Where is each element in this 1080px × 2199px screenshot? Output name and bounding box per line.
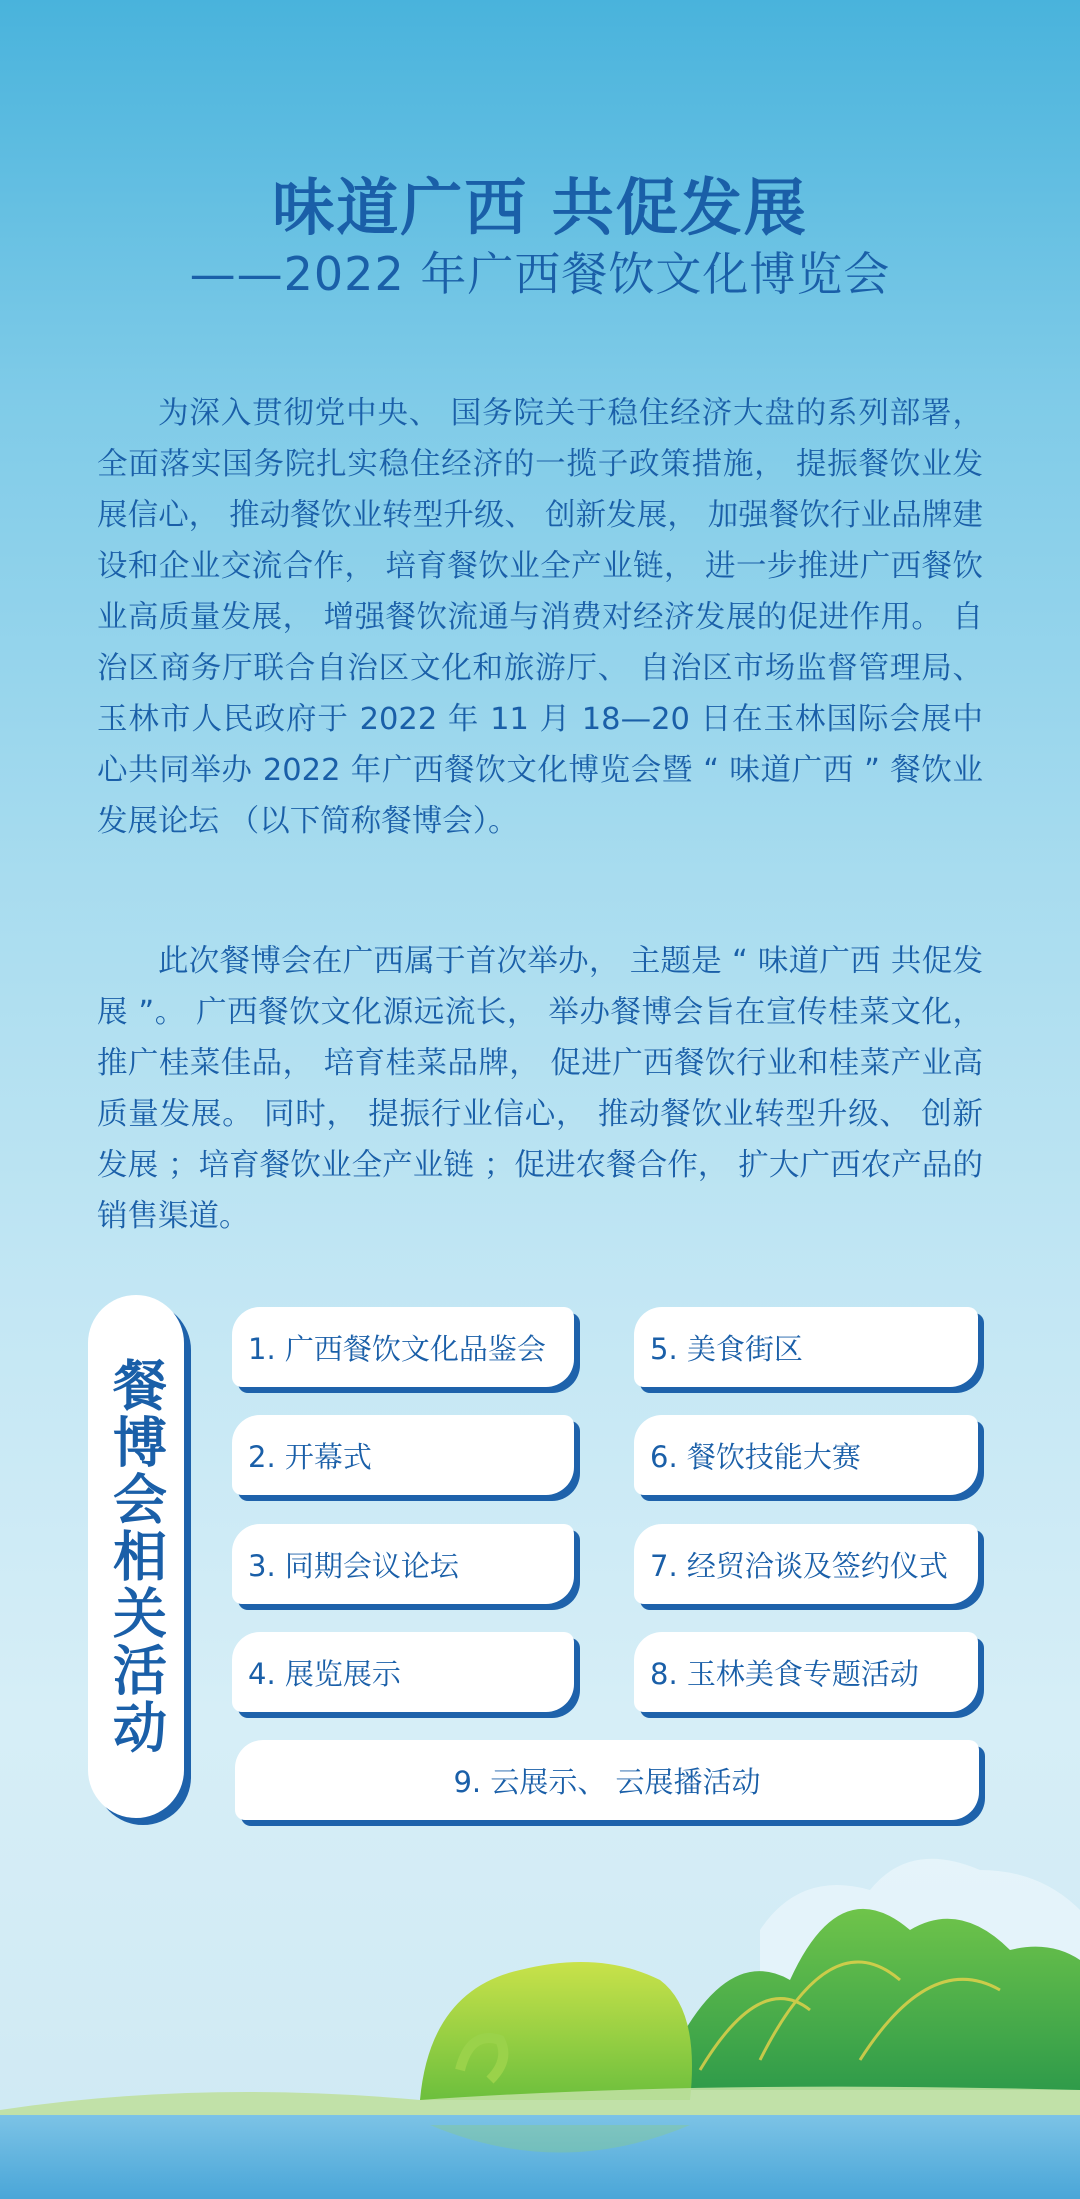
activity-card-4: 4. 展览展示 [232,1632,574,1712]
page-title: 味道广西 共促发展 [272,171,808,244]
elephant-rock-shape [420,1962,692,2100]
theme-paragraph: 此次餐博会在广西属于首次举办， 主题是 “ 味道广西 共促发展 ”。 广西餐饮文化源远流长， 举办餐博会旨在宣传桂菜文化， 推广桂菜佳品， 培育桂菜品牌， 促进广西餐饮行业和桂菜产业高质量发展。 同时， 提振行业信心， 推动餐饮业转型升级、 创新发展 ；培育餐饮业全产业链 ；促进农餐合作， 扩大广西农产品的销售渠道。 [97,943,983,1234]
activity-card-6: 6. 餐饮技能大赛 [634,1415,978,1495]
activity-card-1: 1. 广西餐饮文化品鉴会 [232,1307,574,1387]
activities-heading: 餐博会相关活动 [104,1357,168,1756]
activity-card-5: 5. 美食街区 [634,1307,978,1387]
activity-card-8: 8. 玉林美食专题活动 [634,1632,978,1712]
activity-card-2: 2. 开幕式 [232,1415,574,1495]
activities-side-label [88,1295,184,1818]
intro-paragraph: 为深入贯彻党中央、 国务院关于稳住经济大盘的系列部署， 全面落实国务院扎实稳住经济的一揽子政策措施， 提振餐饮业发展信心， 推动餐饮业转型升级、 创新发展， 加强餐饮行业品牌建设和企业交流合作， 培育餐饮业全产业链， 进一步推进广西餐饮业高质量发展， 增强餐饮流通与消费对经济发展的促进作用。 自治区商务厅联合自治区文化和旅游厅、 自治区市场监督管理局、 玉林市人民政府于 2022 年 11 月 18—20 日在玉林国际会展中心共同举办 2022 年广西餐饮文化博览会暨 “ 味道广西 ” 餐饮业发展论坛 （以下简称餐博会）。 [97,395,983,839]
page-subtitle: ——2022 年广西餐饮文化博览会 [189,247,891,301]
activity-card-3: 3. 同期会议论坛 [232,1524,574,1604]
activity-card-7: 7. 经贸洽谈及签约仪式 [634,1524,978,1604]
landscape-illustration [0,1780,1080,2199]
activity-card-9: 9. 云展示、 云展播活动 [235,1740,979,1820]
